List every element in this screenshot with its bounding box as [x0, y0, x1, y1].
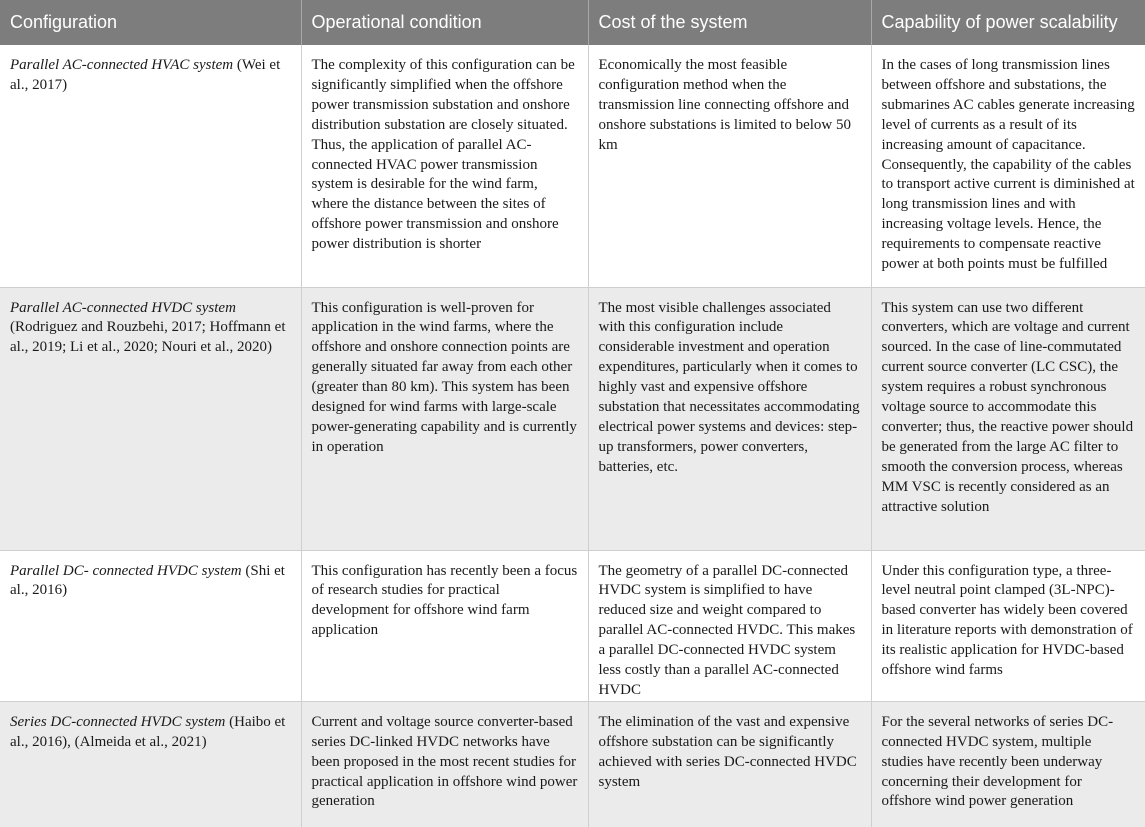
- configuration-reference: (Shi et al., 2016): [10, 562, 285, 599]
- configuration-cell: [0, 45, 301, 287]
- table-row: [0, 45, 1145, 287]
- configuration-reference: (Haibo et al., 2016), (Almeida et al., 2021): [10, 713, 286, 750]
- cost-cell: The most visible challenges associated with this configuration include considerable investment and operation expenditures, particularly when it comes to highly vast and expensive offshore substation that necessitates accommodating electrical power systems and devices: step-up transformers, power converters, batteries, etc.: [588, 287, 871, 550]
- configuration-name: Series DC-connected HVDC system: [10, 713, 226, 730]
- table-row: [0, 701, 1145, 827]
- table-header: [0, 0, 1145, 45]
- cost-cell: Economically the most feasible configuration method when the transmission line connecting offshore and onshore substations is limited to below 50 km: [588, 45, 871, 287]
- operational-condition-cell: This configuration is well-proven for application in the wind farms, where the offshore and onshore connection points are generally situated far away from each other (greater than 80 km). This system has been designed for wind farms with large-scale power-generating capability and is currently in operation: [301, 287, 588, 550]
- operational-condition-cell: The complexity of this configuration can be significantly simplified when the offshore power transmission substation and onshore distribution substation are closely situated. Thus, the application of parallel AC-connected HVAC power transmission system is desirable for the wind farm, where the distance between the sites of offshore power transmission and onshore power distribution is shorter: [301, 45, 588, 287]
- header-configuration: Configuration: [0, 0, 301, 45]
- configuration-reference: (Rodriguez and Rouzbehi, 2017; Hoffmann et al., 2019; Li et al., 2020; Nouri et al., 2020): [10, 319, 286, 356]
- configuration-name: Parallel DC- connected HVDC system: [10, 562, 242, 579]
- configuration-cell: [0, 701, 301, 827]
- configuration-reference: (Wei et al., 2017): [10, 57, 281, 93]
- operational-condition-cell: This configuration has recently been a focus of research studies for practical development for offshore wind farm application: [301, 550, 588, 701]
- scalability-cell: This system can use two different converters, which are voltage and current sourced. In the case of line-commutated current source converter (LC CSC), the system requires a robust synchronous voltage source to accommodate this converter; thus, the reactive power should be generated from the large AC filter to smooth the conversion process, whereas MM VSC is recently considered as an attractive solution: [871, 287, 1145, 550]
- table-body: [0, 45, 1145, 827]
- cost-cell: The elimination of the vast and expensive offshore substation can be significantly achieved with series DC-connected HVDC system: [588, 701, 871, 827]
- configuration-cell: [0, 550, 301, 701]
- table-row: [0, 287, 1145, 550]
- configuration-name: Parallel AC-connected HVAC system: [10, 57, 234, 73]
- header-operational-condition: Operational condition: [301, 0, 588, 45]
- scalability-cell: For the several networks of series DC-connected HVDC system, multiple studies have recently been underway concerning their development for offshore wind power generation: [871, 701, 1145, 827]
- table-row: [0, 550, 1145, 701]
- scalability-cell: In the cases of long transmission lines between offshore and substations, the submarines AC cables generate increasing level of currents as a result of its increasing amount of capacitance. Consequently, the capability of the cables to transport active current is diminished at long transmission lines and with increasing voltage levels. Hence, the requirements to compensate reactive power at both points must be fulfilled: [871, 45, 1145, 287]
- operational-condition-cell: Current and voltage source converter-based series DC-linked HVDC networks have been proposed in the most recent studies for practical application in offshore wind power generation: [301, 701, 588, 827]
- configuration-cell: [0, 287, 301, 550]
- header-row: [0, 0, 1145, 45]
- cost-cell: The geometry of a parallel DC-connected HVDC system is simplified to have reduced size and weight compared to parallel AC-connected HVDC. This makes a parallel DC-connected HVDC system less costly than a parallel AC-connected HVDC: [588, 550, 871, 701]
- header-cost-of-system: Cost of the system: [588, 0, 871, 45]
- scalability-cell: Under this configuration type, a three-level neutral point clamped (3L-NPC)-based converter has widely been covered in literature reports with demonstration of its realistic application for HVDC-based offshore wind farms: [871, 550, 1145, 701]
- configuration-name: Parallel AC-connected HVDC system: [10, 299, 236, 316]
- header-power-scalability: Capability of power scalability: [871, 0, 1145, 45]
